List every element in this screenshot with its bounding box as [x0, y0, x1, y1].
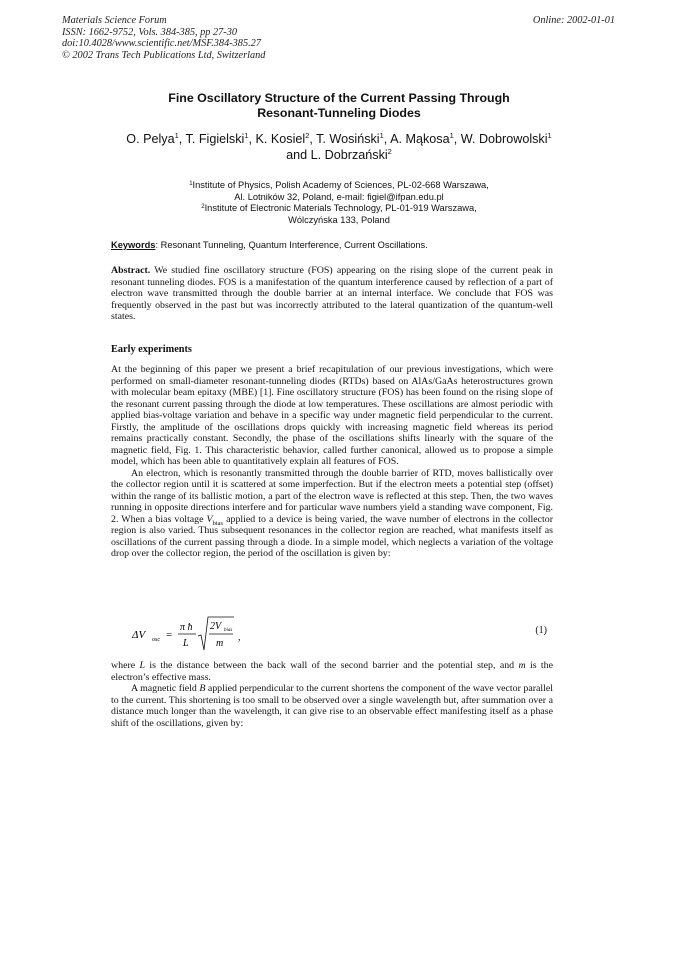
equation-formula [132, 614, 332, 658]
affiliation-2-line-2: Wólczyńska 133, Poland [288, 214, 390, 225]
eq-root-numerator-subscript: bias [224, 628, 233, 633]
eq-root-denominator: m [216, 638, 224, 649]
author: O. Pelya [126, 132, 175, 146]
author-line-1 [60, 132, 618, 148]
equation-1 [132, 614, 553, 658]
author-separator: , [309, 132, 317, 146]
eq-denominator: L [183, 638, 189, 649]
author-affiliation-mark: 1 [449, 131, 454, 140]
issn-line: ISSN: 1662-9752, Vols. 384-385, pp 27-30 [62, 26, 238, 38]
journal-header [62, 15, 265, 61]
title-line-2: Resonant-Tunneling Diodes [257, 106, 421, 120]
author: A. Mąkosa [390, 132, 450, 146]
paragraph-4-text-a: A magnetic field [131, 683, 200, 694]
paper-title [60, 91, 618, 121]
paragraph-4-text-b: applied perpendicular to the current shortens the component of the wave vector parallel to the current. This shortening is too small to be observed over a single wavelength but, after summation over a distance much longer than the wavelength, it can give rise to an observable effect manifesting itself as a phase shift of the oscillations, given by: [111, 683, 553, 729]
keywords-label: Keywords [111, 240, 156, 250]
author-affiliation-mark: 1 [174, 131, 179, 140]
section-body [111, 364, 553, 560]
online-date: Online: 2002-01-01 [532, 15, 615, 26]
keywords-text: : Resonant Tunneling, Quantum Interference, Current Oscillations. [155, 240, 428, 250]
abstract [111, 265, 553, 323]
variable-subscript: bias [212, 519, 224, 527]
affiliation-2-line-1 [60, 203, 618, 215]
affiliation-1-line-2: Al. Lotników 32, Poland, e-mail: figiel@ifpan.edu.pl [234, 191, 444, 202]
affiliation-text: Institute of Electronic Materials Technology, PL-01-919 Warszawa, [204, 203, 477, 214]
eq-comma: , [238, 632, 241, 643]
author-affiliation-mark: 2 [387, 146, 392, 156]
author-separator: , [178, 132, 186, 146]
author: T. Wosiński [316, 132, 380, 146]
eq-lhs: ΔV [132, 629, 146, 641]
doi-link[interactable]: doi:10.4028/www.scientific.net/MSF.384-385.27 [62, 38, 261, 50]
author-separator: , [248, 132, 256, 146]
author-separator: , [453, 132, 461, 146]
copyright-line: © 2002 Trans Tech Publications Ltd, Switzerland [62, 49, 266, 61]
paragraph-2-text-a: An electron, which is resonantly transmitted through the double barrier of RTD, moves ballistically over the collector region until it is scattered at some imperfection. But if the electron meets a potential step (offset) within the range of its ballistic motion, a part of the electron wave is reflected at this step. Then, the two waves running in opposite directions interfere and for particular wave numbers yield a standing wave component, Fig. 2. When a bias voltage [111, 467, 553, 525]
title-line-1: Fine Oscillatory Structure of the Current Passing Through [168, 91, 510, 105]
paragraph-3-text-a: where [111, 660, 140, 671]
section-body-continued [111, 660, 553, 729]
author: and L. Dobrzański [286, 147, 388, 162]
affiliation-mark: 2 [201, 204, 205, 211]
paragraph-4 [111, 683, 553, 729]
variable-b: B [199, 683, 206, 694]
affiliation-1-line-1 [60, 180, 618, 192]
affiliation-text: Institute of Physics, Polish Academy of Sciences, PL-02-668 Warszawa, [192, 180, 489, 190]
author-list [60, 132, 618, 163]
author-line-2 [60, 148, 618, 164]
variable-v: V [206, 513, 213, 525]
author-affiliation-mark: 1 [547, 131, 552, 140]
variable-l: L [139, 660, 145, 671]
paragraph-3-text-c: is the electron’s effective mass. [111, 660, 553, 683]
paragraph-3-text-b: is the distance between the back wall of the second barrier and the potential step, and [145, 660, 519, 671]
author: K. Kosiel [255, 132, 306, 146]
paragraph-2-text-b: applied to a device is being varied, the wave number of electrons in the collector region is also varied. Thus subsequent resonances in the collector region are reached, what manifests itself as oscillations of the current passing through a diode. In a simple model, which neglects a variation of the voltage drop over the collector region, the period of the oscillation is given by: [111, 513, 553, 559]
abstract-label: Abstract. [111, 265, 151, 276]
paragraph-2 [111, 468, 553, 560]
journal-name: Materials Science Forum [62, 15, 167, 26]
author: T. Figielski [185, 132, 245, 146]
abstract-paragraph [111, 265, 553, 323]
author: W. Dobrowolski [460, 132, 548, 146]
author-separator: , [383, 132, 391, 146]
eq-equals: = [166, 629, 173, 641]
author-affiliation-mark: 2 [305, 131, 310, 140]
abstract-text: We studied fine oscillatory structure (FOS) appearing on the rising slope of the current peak in resonant tunneling diodes. FOS is a manifestation of the quantum interference caused by reflection of a part of electron wave transmitted through the double barrier at an internal interface. We conclude that FOS was frequently observed in the past but was incorrectly attributed to the lateral quantization of the quantum-well states. [111, 265, 553, 322]
keywords [111, 240, 428, 250]
section-heading: Early experiments [111, 344, 192, 355]
paragraph-3 [111, 660, 553, 683]
variable-m: m [518, 660, 526, 671]
eq-numerator: π ħ [180, 622, 193, 633]
equation-number: (1) [535, 625, 547, 636]
affiliation-mark: 1 [189, 181, 193, 187]
eq-root-numerator: 2V [210, 621, 222, 632]
author-affiliation-mark: 1 [379, 131, 384, 140]
paragraph-1: At the beginning of this paper we present a brief recapitulation of our previous investigations, which were performed on small-diameter resonant-tunneling diodes (RTDs) based on AlAs/GaAs heterostructures grown with molecular beam epitaxy (MBE) [1]. Fine oscillatory structure (FOS) has been found on the rising slope of the resonant current passing through the diode at low temperatures. These oscillations are almost periodic with applied bias-voltage variation and behave in a specific way under magnetic field perpendicular to the current. Firstly, the amplitude of the oscillations drops quickly with increasing magnetic field whereas its period remains practically constant. Secondly, the phase of the oscillations shifts linearly with the square of the magnetic field, Fig. 1. This characteristic behavior, called further canonical, allowed us to propose a simple model, which has been able to quantitatively explain all features of FOS. [111, 364, 553, 467]
eq-lhs-subscript: osc [152, 637, 160, 643]
affiliations [60, 180, 618, 226]
author-affiliation-mark: 1 [244, 131, 249, 140]
